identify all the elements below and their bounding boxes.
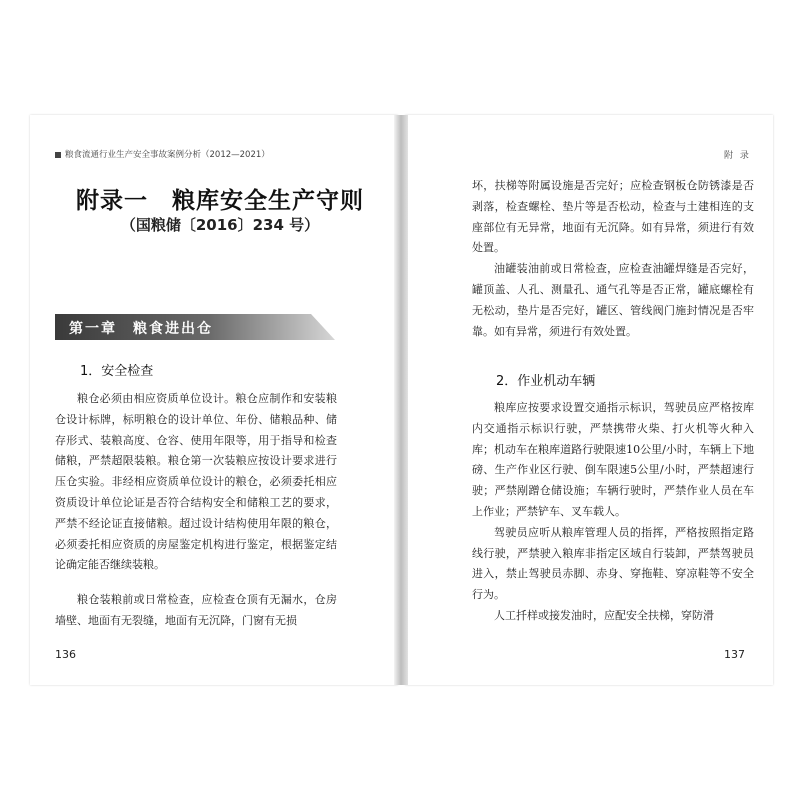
paragraph: 粮库应按要求设置交通指示标识，驾驶员应严格按库内交通指示标识行驶，严禁携带火柴、打火机等火种入库；机动车在粮库道路行驶限速10公里/小时，车辆上下地磅、生产作业区行驶、倒车限速5公里/小时，严禁超速行驶；严禁剐蹭仓储设施；车辆行驶时，严禁作业人员在车上作业；严禁铲车、叉车载人。 [472,401,754,518]
left-running-head-text: 粮食流通行业生产安全事故案例分析（2012—2021） [65,150,270,160]
left-body-text [55,389,337,576]
left-running-head [55,148,270,160]
paragraph: 坏，扶梯等附属设施是否完好；应检查钢板仓防锈漆是否剥落，检查螺栓、垫片等是否松动，检查与土建相连的支座部位有无异常，地面有无沉降。如有异常，须进行有效处置。 [472,179,754,255]
book-gutter [394,115,408,685]
paragraph: 粮仓必须由相应资质单位设计。粮仓应制作和安装粮仓设计标牌，标明粮仓的设计单位、年份、储粮品种、储存形式、装粮高度、仓容、使用年限等，用于指导和检查储粮，严禁超限装粮。粮仓第一次装粮应按设计要求进行压仓实验。非经相应资质单位设计的粮仓，必须委托相应资质设计单位论证是否符合结构安全和储粮工艺的要求，严禁不经论证直接储粮。超过设计结构使用年限的粮仓，必须委托相应资质的房屋鉴定机构进行鉴定，根据鉴定结论确定能否继续装粮。 [55,392,337,572]
square-bullet-icon [55,152,61,158]
right-running-head: 附 录 [724,151,751,161]
page-number-left: 136 [55,648,76,661]
right-body-text-top [472,176,754,342]
document-number: （国粮储〔2016〕234 号） [120,216,320,234]
paragraph: 驾驶员应听从粮库管理人员的指挥，严格按照指定路线行驶，严禁驶入粮库非指定区域自行装卸，严禁驾驶员进入，禁止驾驶员赤脚、赤身、穿拖鞋、穿凉鞋等不安全行为。 [472,525,754,602]
appendix-title: 附录一 粮库安全生产守则 [76,188,364,214]
section-heading-vehicles: 2．作业机动车辆 [496,374,596,389]
paragraph: 粮仓装粮前或日常检查，应检查仓顶有无漏水，仓房墙壁、地面有无裂缝，地面有无沉降，门窗有无损 [55,593,337,627]
section-heading-safety-check: 1．安全检查 [80,364,154,379]
paragraph: 人工扦样或接发油时，应配安全扶梯，穿防滑 [494,608,714,622]
chapter-title: 第一章 粮食进出仓 [69,321,213,337]
page-number-right: 137 [724,648,745,661]
paragraph: 油罐装油前或日常检查，应检查油罐焊缝是否完好，罐顶盖、人孔、测量孔、通气孔等是否正常，罐底螺栓有无松动，垫片是否完好，罐区、管线阀门施封情况是否牢靠。如有异常，须进行有效处置。 [472,262,754,338]
chapter-banner [55,314,335,340]
left-body-text-2 [55,590,337,632]
right-body-text-bottom [472,398,754,627]
